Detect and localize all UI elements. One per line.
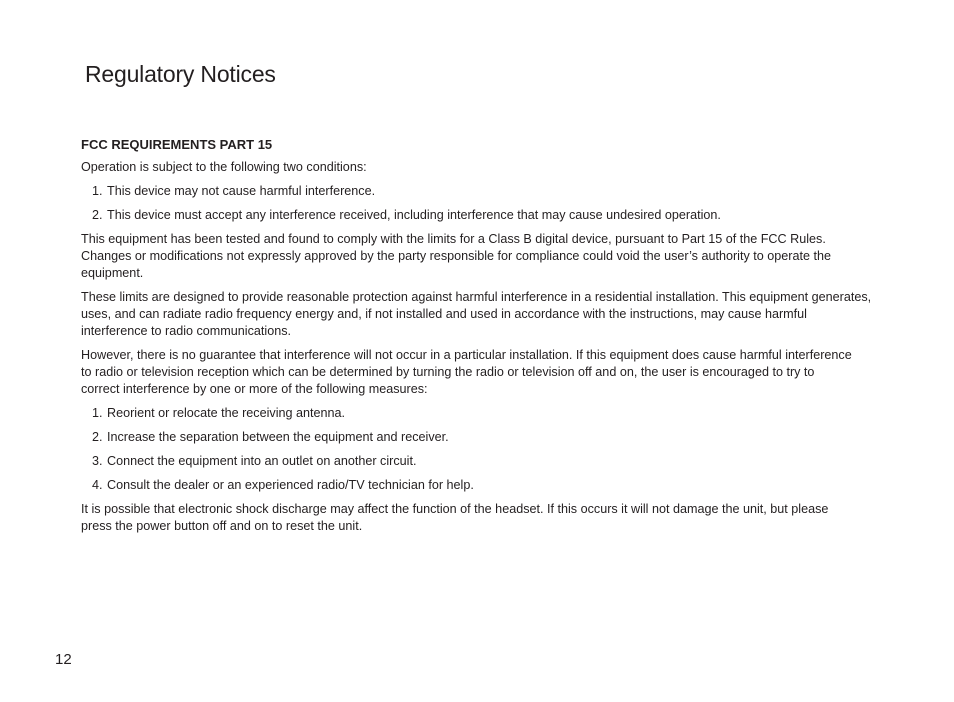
list-item-text: Reorient or relocate the receiving antenna. xyxy=(107,406,346,420)
list-item-text: This device must accept any interference received, including interference that may cause undesired operation. xyxy=(107,208,721,222)
list-item xyxy=(81,453,881,470)
intro-paragraph: Operation is subject to the following two conditions: xyxy=(81,160,367,174)
measures-list xyxy=(81,405,881,494)
list-item-number: 1. xyxy=(92,184,103,198)
list-item xyxy=(81,183,881,200)
list-item-number: 2. xyxy=(92,430,103,444)
list-item xyxy=(81,477,881,494)
list-item-number: 1. xyxy=(92,406,103,420)
page-number: 12 xyxy=(55,651,72,668)
list-item-number: 4. xyxy=(92,478,103,492)
list-item xyxy=(81,429,881,446)
fcc-section xyxy=(81,136,881,542)
list-item-number: 3. xyxy=(92,454,103,468)
section-heading: FCC REQUIREMENTS PART 15 xyxy=(81,137,273,152)
list-item-number: 2. xyxy=(92,208,103,222)
list-item xyxy=(81,405,881,422)
conditions-list xyxy=(81,183,881,224)
list-item-text: Increase the separation between the equipment and receiver. xyxy=(107,430,449,444)
list-item-text: Connect the equipment into an outlet on another circuit. xyxy=(107,454,417,468)
limits-paragraph: These limits are designed to provide reasonable protection against harmful interference in a residential installation. This equipment generates, uses, and can radiate radio frequency energy and, if not installed and used in accordance with the instructions, may cause harmful interference to radio communications. xyxy=(81,290,872,338)
esd-paragraph: It is possible that electronic shock discharge may affect the function of the headset. If this occurs it will not damage the unit, but please press the power button off and on to reset the unit. xyxy=(81,502,829,533)
list-item xyxy=(81,207,881,224)
list-item-text: Consult the dealer or an experienced radio/TV technician for help. xyxy=(107,478,474,492)
list-item-text: This device may not cause harmful interference. xyxy=(107,184,376,198)
guarantee-paragraph: However, there is no guarantee that interference will not occur in a particular installation. If this equipment does cause harmful interference to radio or television reception which can be determined by turning the radio or television off and on, the user is encouraged to try to correct interference by one or more of the following measures: xyxy=(81,348,852,396)
page-title: Regulatory Notices xyxy=(85,61,276,87)
compliance-paragraph: This equipment has been tested and found to comply with the limits for a Class B digital device, pursuant to Part 15 of the FCC Rules. Changes or modifications not expressly approved by the party responsible for compliance could void the user’s authority to operate the equipment. xyxy=(81,232,831,280)
